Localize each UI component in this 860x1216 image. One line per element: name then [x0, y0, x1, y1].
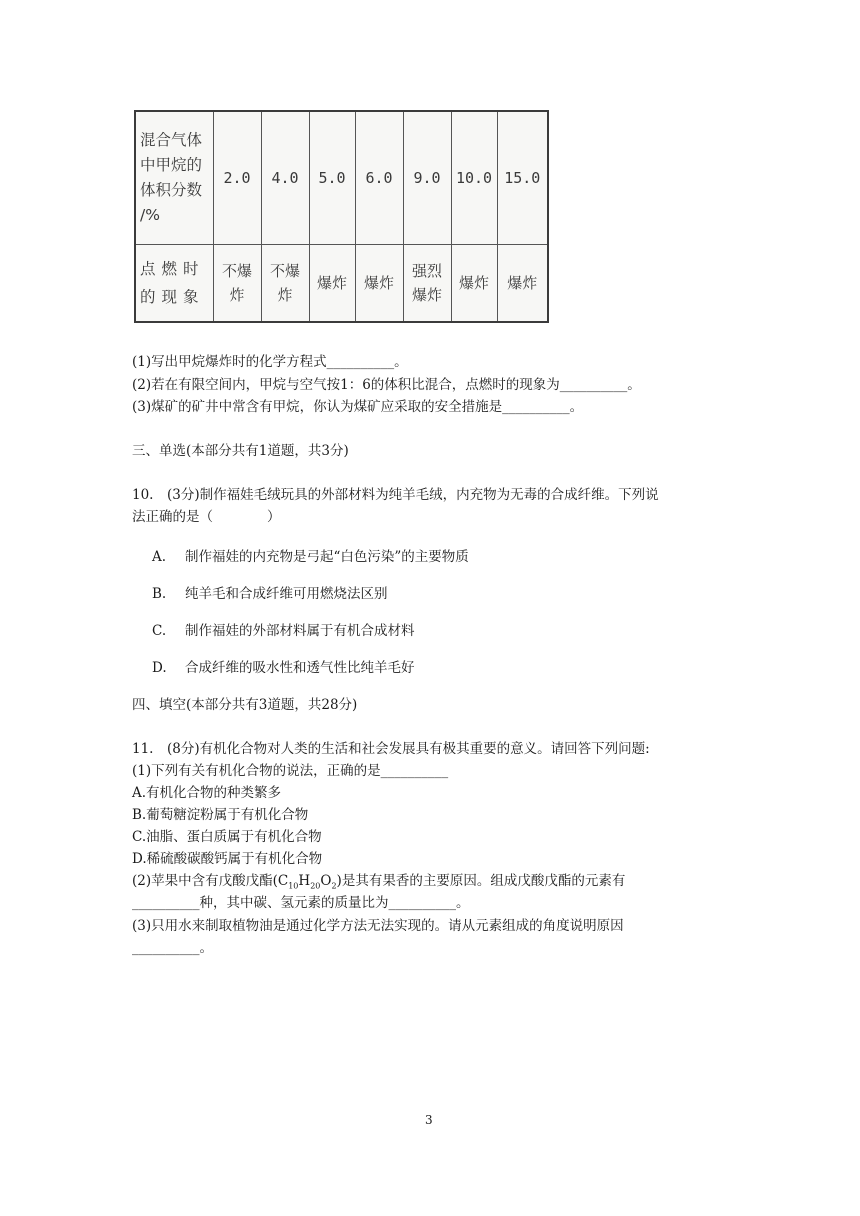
subscript: 2	[331, 881, 337, 891]
q9-part2: (2)若在有限空间内，甲烷与空气按1：6的体积比混合，点燃时的现象为__________。	[132, 377, 641, 393]
page-number: 3	[425, 1113, 433, 1127]
header-line: /%	[140, 205, 160, 224]
option-text: 合成纤维的吸水性和透气性比纯羊毛好	[185, 660, 415, 676]
table-cell-value: 4.0	[261, 111, 309, 244]
table-cell-result	[355, 244, 403, 322]
table-cell-value: 5.0	[309, 111, 355, 244]
table-header-cell	[135, 111, 213, 244]
result-line: 不爆	[269, 261, 300, 280]
header-line: 的现象	[140, 287, 205, 306]
table-cell-result	[451, 244, 497, 322]
table-cell-value: 2.0	[213, 111, 261, 244]
option-text: 制作福娃的外部材料属于有机合成材料	[185, 623, 415, 639]
header-line: 中甲烷的	[140, 155, 203, 174]
table-cell-result	[497, 244, 548, 322]
q11-part3-line1: (3)只用水来制取植物油是通过化学方法无法实现的。请从元素组成的角度说明原因	[132, 918, 624, 934]
result-line: 强烈	[411, 261, 442, 280]
result-line: 炸	[229, 285, 245, 304]
result-line: 爆炸	[363, 273, 394, 292]
q10-option-a[interactable]	[152, 547, 469, 567]
header-line: 点燃时	[140, 259, 205, 278]
q10-stem-line1: 10. (3分)制作福娃毛绒玩具的外部材料为纯羊毛绒，内充物为无毒的合成纤维。下列说	[132, 487, 659, 503]
option-letter: A.	[152, 549, 167, 565]
q11-choice-c: C.油脂、蛋白质属于有机化合物	[132, 829, 322, 845]
table-cell-result	[261, 244, 309, 322]
q9-part3: (3)煤矿的矿井中常含有甲烷，你认为煤矿应采取的安全措施是__________。	[132, 399, 584, 415]
result-line: 爆炸	[458, 273, 489, 292]
option-text: 纯羊毛和合成纤维可用燃烧法区别	[185, 586, 388, 602]
table-cell-value: 15.0	[497, 111, 548, 244]
table-row-volume-fraction	[135, 111, 548, 244]
table-row-phenomenon	[135, 244, 548, 322]
result-line: 不爆	[221, 261, 252, 280]
text-run: H	[298, 873, 311, 889]
header-line: 体积分数	[140, 180, 203, 199]
option-letter: B.	[152, 586, 167, 602]
result-line: 爆炸	[507, 273, 538, 292]
text-run: O	[320, 873, 332, 889]
table-cell-result	[309, 244, 355, 322]
q11-choice-a: A.有机化合物的种类繁多	[132, 785, 282, 801]
q11-part1: (1)下列有关有机化合物的说法，正确的是__________	[132, 763, 449, 779]
result-line: 爆炸	[316, 273, 347, 292]
table-header-cell	[135, 244, 213, 322]
result-line: 爆炸	[411, 285, 442, 304]
option-letter: D.	[152, 660, 167, 676]
q9-part1: (1)写出甲烷爆炸时的化学方程式__________。	[132, 354, 408, 370]
q10-option-c[interactable]	[152, 621, 415, 641]
subscript: 10	[288, 881, 299, 891]
table-cell-value: 6.0	[355, 111, 403, 244]
q11-choice-d: D.稀硫酸碳酸钙属于有机化合物	[132, 851, 323, 867]
q11-part2-line2: __________种，其中碳、氢元素的质量比为__________。	[132, 895, 470, 911]
option-text: 制作福娃的内充物是弓起“白色污染”的主要物质	[185, 549, 469, 565]
option-letter: C.	[152, 623, 167, 639]
q11-stem: 11. (8分)有机化合物对人类的生活和社会发展具有极其重要的意义。请回答下列问题:	[132, 741, 650, 757]
table-cell-value: 9.0	[403, 111, 451, 244]
subscript: 20	[310, 881, 321, 891]
q10-stem-line2: 法正确的是（ ）	[132, 509, 281, 525]
q11-part3-line2: __________。	[132, 940, 213, 956]
methane-explosion-table	[134, 110, 549, 323]
text-run: )是其有果香的主要原因。组成戊酸戊酯的元素有	[336, 873, 626, 889]
q11-choice-b: B.葡萄糖淀粉属于有机化合物	[132, 807, 309, 823]
table-cell-result	[403, 244, 451, 322]
table-cell-value: 10.0	[451, 111, 497, 244]
result-line: 炸	[277, 285, 293, 304]
table-cell-result	[213, 244, 261, 322]
section-heading-single-choice: 三、单选(本部分共有1道题，共3分)	[132, 443, 349, 459]
section-heading-fill-blank: 四、填空(本部分共有3道题，共28分)	[132, 697, 358, 713]
q10-option-d[interactable]	[152, 658, 415, 678]
text-run: (2)苹果中含有戊酸戊酯(C	[132, 873, 289, 889]
q10-option-b[interactable]	[152, 584, 388, 604]
header-line: 混合气体	[140, 130, 203, 149]
